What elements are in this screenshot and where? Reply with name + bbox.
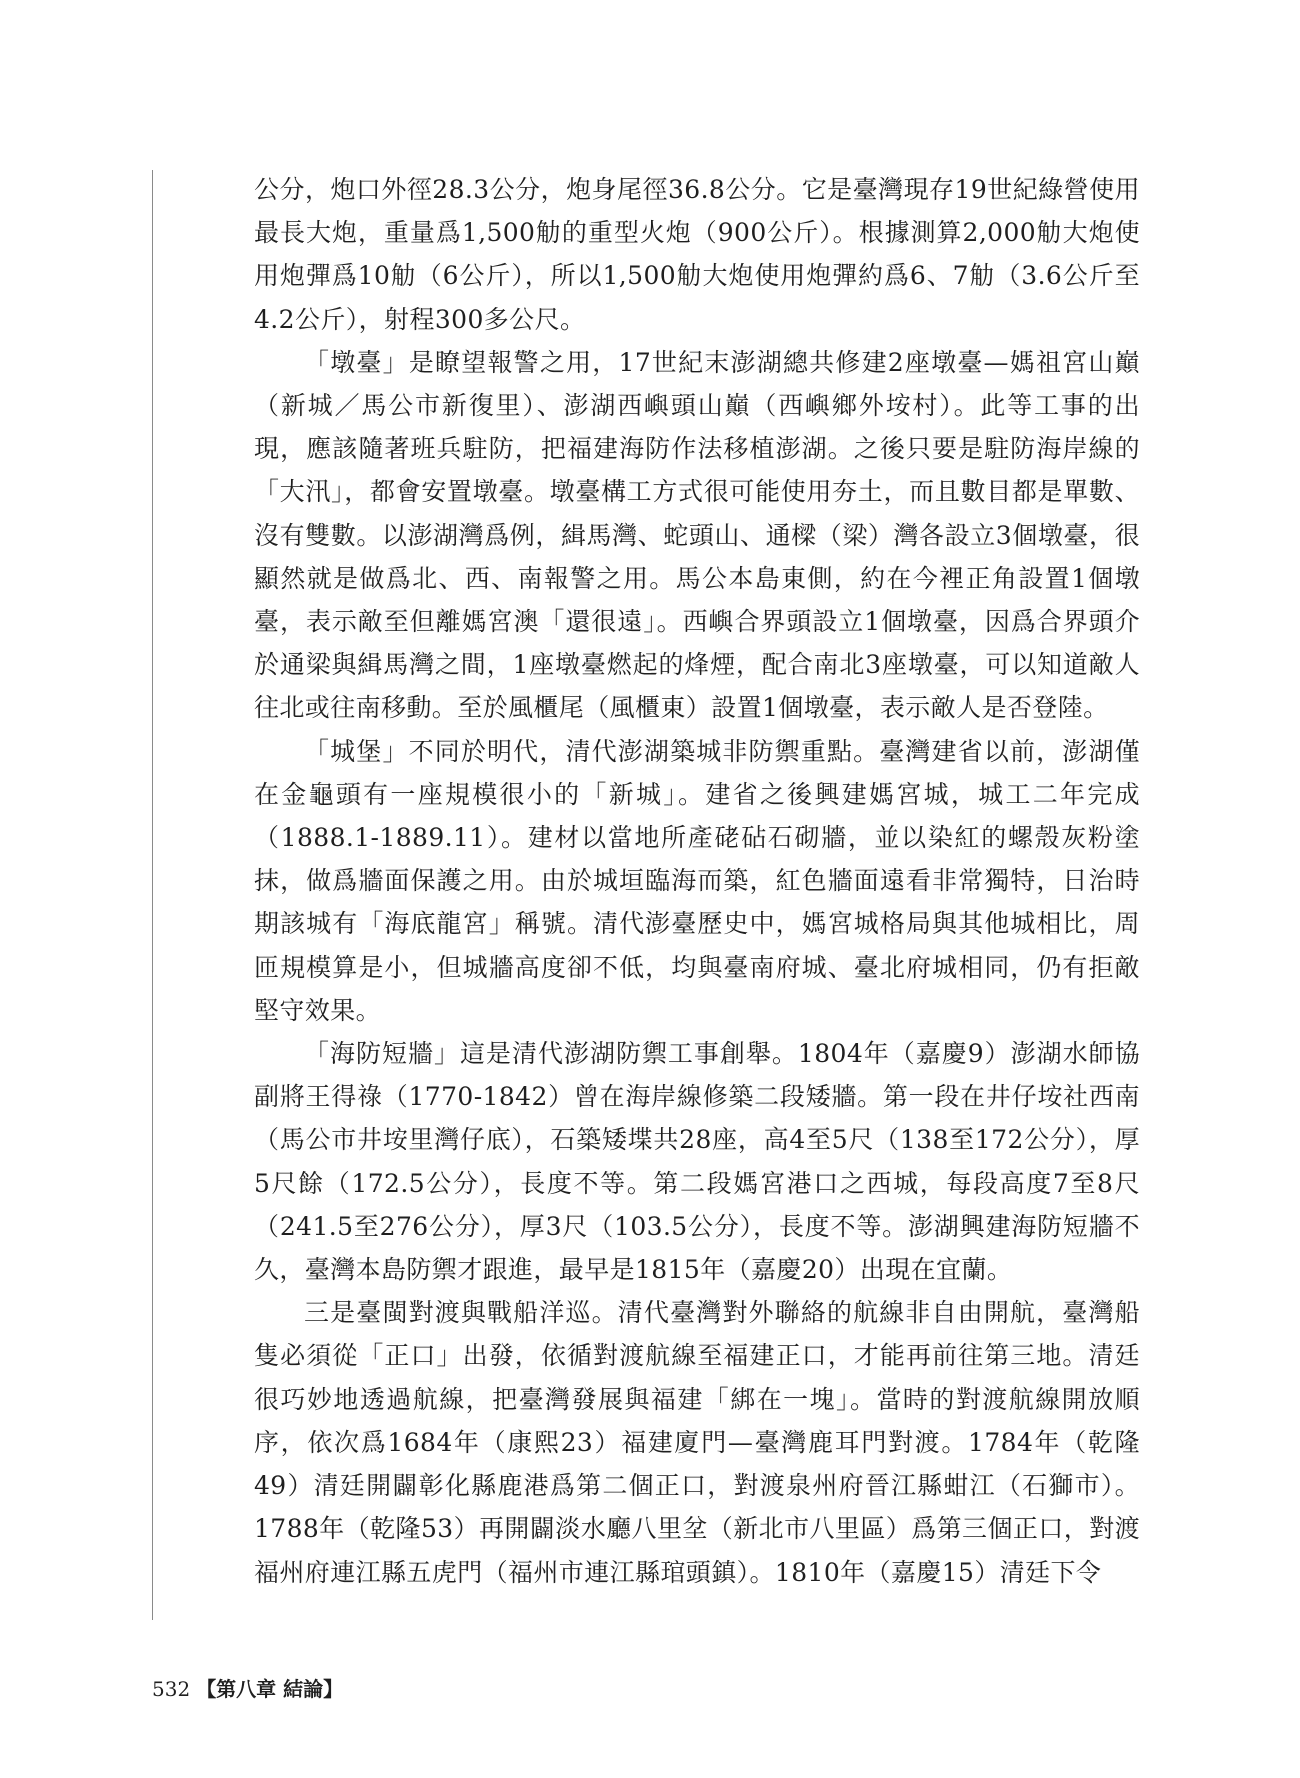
paragraph-watchtower: 「墩臺」是瞭望報警之用，17世紀末澎湖總共修建2座墩臺—媽祖宮山巔（新城／馬公市新復里）、澎湖西嶼頭山巔（西嶼鄉外垵村）。此等工事的出現，應該隨著班兵駐防，把福建海防作法移植澎湖。之後只要是駐防海岸線的「大汛」，都會安置墩臺。墩臺構工方式很可能使用夯土，而且數目都是單數、沒有雙數。以澎湖灣爲例，緝馬灣、蛇頭山、通樑（梁）灣各設立3個墩臺，很顯然就是做爲北、西、南報警之用。馬公本島東側，約在今裡正角設置1個墩臺，表示敵至但離媽宮澳「還很遠」。西嶼合界頭設立1個墩臺，因爲合界頭介於通梁與緝馬灣之間，1座墩臺燃起的烽煙，配合南北3座墩臺，可以知道敵人往北或往南移動。至於風櫃尾（風櫃東）設置1個墩臺，表示敵人是否登陸。: [254, 347, 1140, 723]
page-footer: [152, 1676, 343, 1702]
margin-rule: [152, 170, 153, 1620]
paragraph-cross-strait-routes: 三是臺閩對渡與戰船洋巡。清代臺灣對外聯絡的航線非自由開航，臺灣船隻必須從「正口」出發，依循對渡航線至福建正口，才能再前往第三地。清廷很巧妙地透過航線，把臺灣發展與福建「綁在一塊」。當時的對渡航線開放順序，依次爲1684年（康熙23）福建廈門—臺灣鹿耳門對渡。1784年（乾隆49）清廷開闢彰化縣鹿港爲第二個正口，對渡泉州府晉江縣蚶江（石獅市）。1788年（乾隆53）再開闢淡水廳八里坌（新北市八里區）爲第三個正口，對渡福州府連江縣五虎門（福州市連江縣琯頭鎮）。1810年（嘉慶15）清廷下令: [254, 1298, 1140, 1587]
paragraph-continued: 公分，炮口外徑28.3公分，炮身尾徑36.8公分。它是臺灣現存19世紀綠營使用最長大炮，重量爲1,500觔的重型火炮（900公斤）。根據測算2,000觔大炮使用炮彈爲10觔（6公斤），所以1,500觔大炮使用炮彈約爲6、7觔（3.6公斤至4.2公斤），射程300多公尺。: [254, 175, 1140, 334]
page-number: 532: [152, 1677, 191, 1701]
chapter-label: 【第八章 結論】: [196, 1677, 344, 1701]
paragraph-coastal-wall: 「海防短牆」這是清代澎湖防禦工事創舉。1804年（嘉慶9）澎湖水師協副將王得祿（1770-1842）曾在海岸線修築二段矮牆。第一段在井仔垵社西南（馬公市井垵里灣仔底），石築矮堞共28座，高4至5尺（138至172公分），厚5尺餘（172.5公分），長度不等。第二段媽宮港口之西城，每段高度7至8尺（241.5至276公分），厚3尺（103.5公分），長度不等。澎湖興建海防短牆不久，臺灣本島防禦才跟進，最早是1815年（嘉慶20）出現在宜蘭。: [254, 1039, 1140, 1285]
paragraph-castle: 「城堡」不同於明代，清代澎湖築城非防禦重點。臺灣建省以前，澎湖僅在金龜頭有一座規模很小的「新城」。建省之後興建媽宮城，城工二年完成（1888.1-1889.11）。建材以當地所產硓砧石砌牆，並以染紅的螺殼灰粉塗抹，做爲牆面保護之用。由於城垣臨海而築，紅色牆面遠看非常獨特，日治時期該城有「海底龍宮」稱號。清代澎臺歷史中，媽宮城格局與其他城相比，周匝規模算是小，但城牆高度卻不低，均與臺南府城、臺北府城相同，仍有拒敵堅守效果。: [254, 736, 1140, 1025]
body-text: [254, 168, 1140, 1594]
